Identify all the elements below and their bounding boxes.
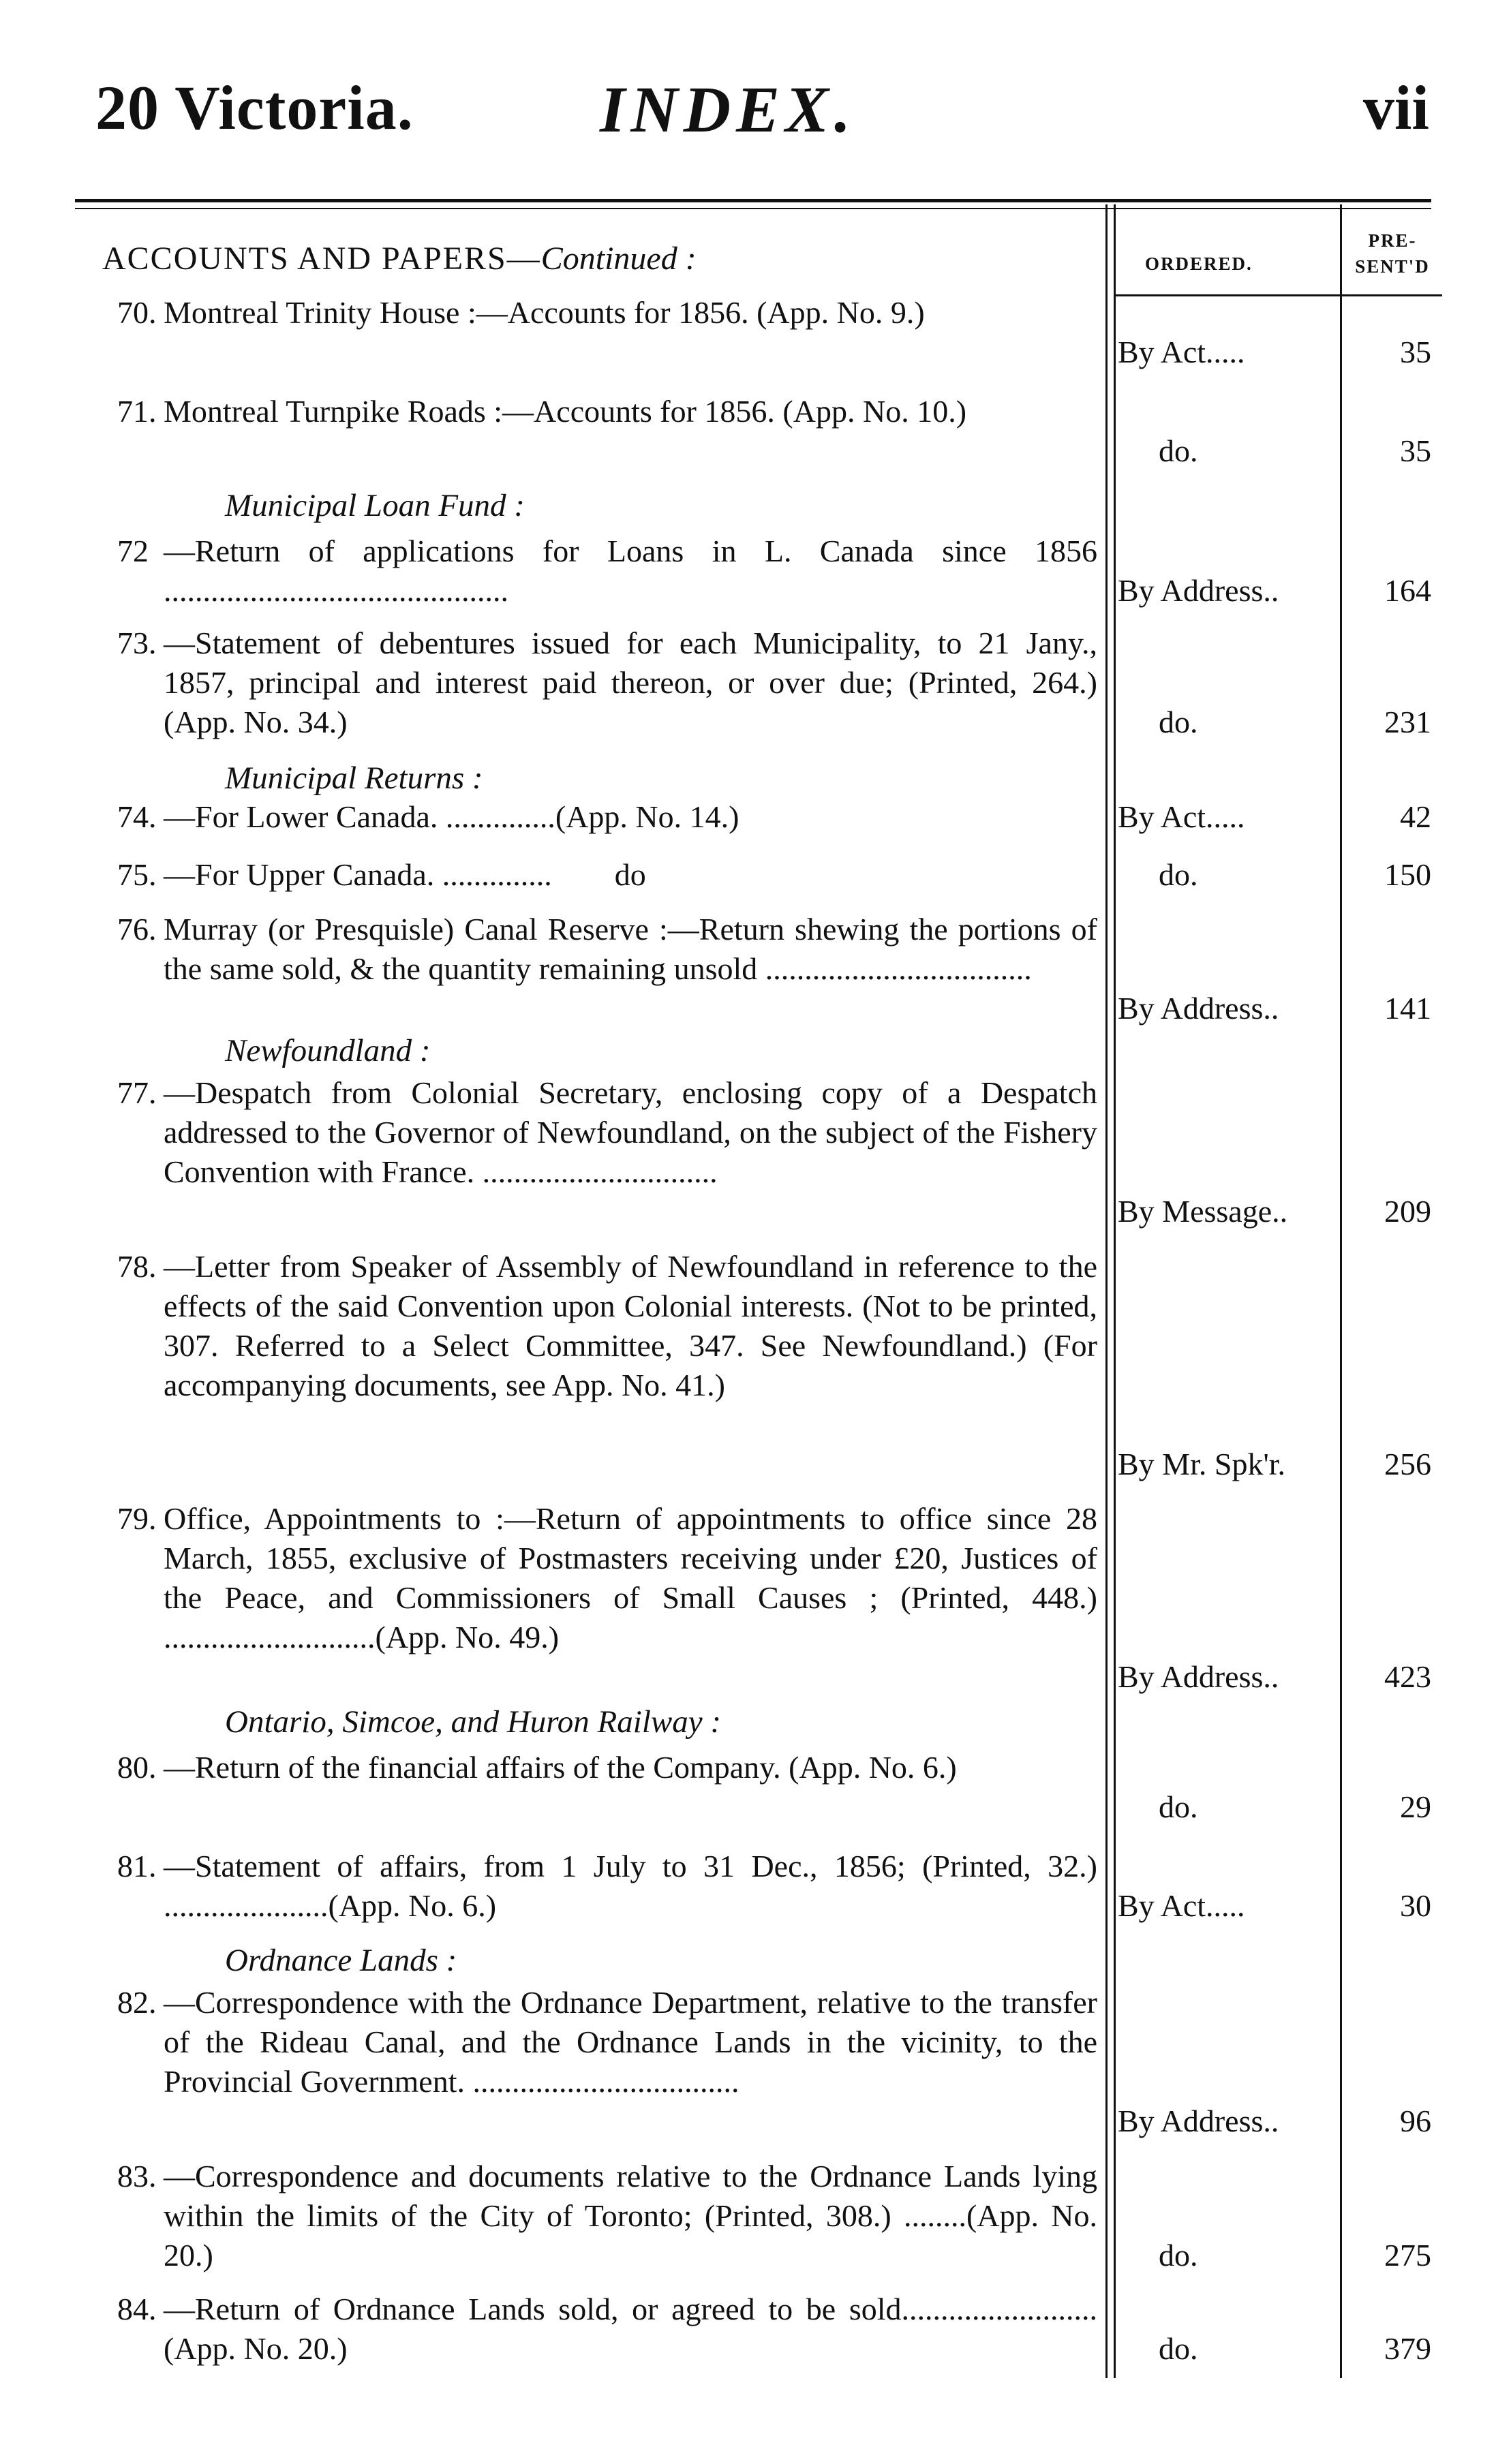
entry-text: —For Lower Canada. ..............(App. No. 14.) [164,799,739,834]
entry-ordered: By Address.. [1118,1659,1279,1694]
entry-ordered: do. [1159,433,1198,468]
subheading-newfoundland: Newfoundland : [225,1033,431,1068]
column-divider-1 [1105,204,1108,2378]
entry-number: 77. [117,1075,157,1110]
entry-presented: 30 [1400,1888,1431,1923]
entry-ordered: do. [1159,857,1198,892]
entry-ordered: By Mr. Spk'r. [1118,1447,1286,1481]
entry-ordered: By Act..... [1118,1888,1245,1923]
entry-text: —Correspondence and documents relative to the Ordnance Lands lying within the limits of the City of Toronto; (Printed, 308.) ........(App. No. 20.) [164,2159,1097,2273]
entry-number: 75. [117,857,157,892]
entry-ordered: By Address.. [1118,2104,1279,2138]
entry-number: 72 [117,534,149,568]
entry-presented: 35 [1400,433,1431,468]
entry-number: 80. [117,1750,157,1785]
column-divider-2 [1114,204,1116,2378]
entry-presented: 29 [1400,1789,1431,1824]
entry-number: 74. [117,799,157,834]
column-header-presented-line2: SENT'D [1355,256,1430,277]
entry-text: —Letter from Speaker of Assembly of Newfoundland in reference to the effects of the said Convention upon Colonial interests. (Not to be printed, 307. Referred to a Select Committee, 347. See Newfoundland.) (For accompanying documents, see App. No. 41.) [164,1249,1097,1402]
entry-ordered: do. [1159,705,1198,739]
entry-text: Montreal Trinity House :—Accounts for 1856. (App. No. 9.) [164,295,925,330]
entry-text: —Statement of affairs, from 1 July to 31 Dec., 1856; (Printed, 32.) .....................(App. No. 6.) [164,1849,1097,1923]
entry-number: 84. [117,2292,157,2326]
entry-presented: 35 [1400,335,1431,369]
entry-text: —For Upper Canada. .............. do [164,857,646,892]
entry-text: —Statement of debentures issued for each Municipality, to 21 Jany., 1857, principal and interest paid thereon, or over due; (Printed, 264.) (App. No. 34.) [164,626,1097,739]
entry-ordered: do. [1159,2238,1198,2273]
entry-number: 82. [117,1985,157,2020]
entry-text: Montreal Turnpike Roads :—Accounts for 1856. (App. No. 10.) [164,394,967,429]
entry-presented: 42 [1400,799,1431,834]
entry-ordered: By Address.. [1118,573,1279,608]
section-title-continued: Continued : [540,241,697,277]
entry-ordered: By Address.. [1118,991,1279,1026]
entry-ordered: do. [1159,2331,1198,2366]
entry-text: Murray (or Presquisle) Canal Reserve :—Return shewing the portions of the same sold, & the quantity remaining unsold .................................. [164,912,1097,986]
entry-number: 78. [117,1249,157,1284]
entry-number: 76. [117,912,157,946]
subheading-ontario-railway: Ontario, Simcoe, and Huron Railway : [225,1704,721,1740]
column-header-presented [1348,228,1437,279]
entry-presented: 141 [1384,991,1431,1026]
entry-number: 71. [117,394,157,429]
entry-presented: 275 [1384,2238,1431,2273]
entry-number: 81. [117,1849,157,1883]
section-title-main: ACCOUNTS AND PAPERS— [102,241,541,277]
entry-number: 70. [117,295,157,330]
column-header-ordered: ORDERED. [1145,253,1253,274]
entry-text: —Correspondence with the Ordnance Department, relative to the transfer of the Rideau Canal, and the Ordnance Lands in the vicinity, to the Provincial Government. .................................. [164,1985,1097,2099]
header-title: INDEX. [600,73,857,146]
column-header-rule [1115,294,1442,296]
header-rule-thin [75,208,1431,209]
entry-number: 73. [117,626,157,660]
running-head [95,72,1429,153]
entry-text: —Despatch from Colonial Secretary, enclosing copy of a Despatch addressed to the Governor of Newfoundland, on the subject of the Fishery Convention with France. .............................. [164,1075,1097,1189]
entry-ordered: By Message.. [1118,1194,1288,1229]
entry-text: —Return of applications for Loans in L. Canada since 1856 ............................................ [164,534,1097,608]
entry-presented: 150 [1384,857,1431,892]
entry-text: —Return of Ordnance Lands sold, or agreed to be sold.........................(App. No. 20.) [164,2292,1097,2366]
entry-text: —Return of the financial affairs of the Company. (App. No. 6.) [164,1750,957,1785]
entry-presented: 379 [1384,2331,1431,2366]
subheading-ordnance-lands: Ordnance Lands : [225,1943,457,1978]
entry-ordered: do. [1159,1789,1198,1824]
entry-text: Office, Appointments to :—Return of appointments to office since 28 March, 1855, exclusive of Postmasters receiving under £20, Justices of the Peace, and Commissioners of Small Causes ; (Printed, 448.) ...........................(App. No. 49.) [164,1501,1097,1654]
column-divider-3 [1340,204,1342,2378]
entry-ordered: By Act..... [1118,335,1245,369]
subheading-municipal-returns: Municipal Returns : [225,760,483,796]
entry-number: 83. [117,2159,157,2193]
entry-number: 79. [117,1501,157,1536]
subheading-municipal-loan-fund: Municipal Loan Fund : [225,488,525,523]
entry-presented: 164 [1384,573,1431,608]
header-page-number: vii [1362,73,1429,142]
entry-presented: 209 [1384,1194,1431,1229]
entry-presented: 423 [1384,1659,1431,1694]
entry-presented: 256 [1384,1447,1431,1481]
column-header-presented-line1: PRE- [1368,230,1417,251]
entry-presented: 231 [1384,705,1431,739]
header-volume: 20 Victoria. [95,73,414,142]
header-rule-thick [75,199,1431,202]
entry-presented: 96 [1400,2104,1431,2138]
section-title [102,240,697,277]
entry-ordered: By Act..... [1118,799,1245,834]
